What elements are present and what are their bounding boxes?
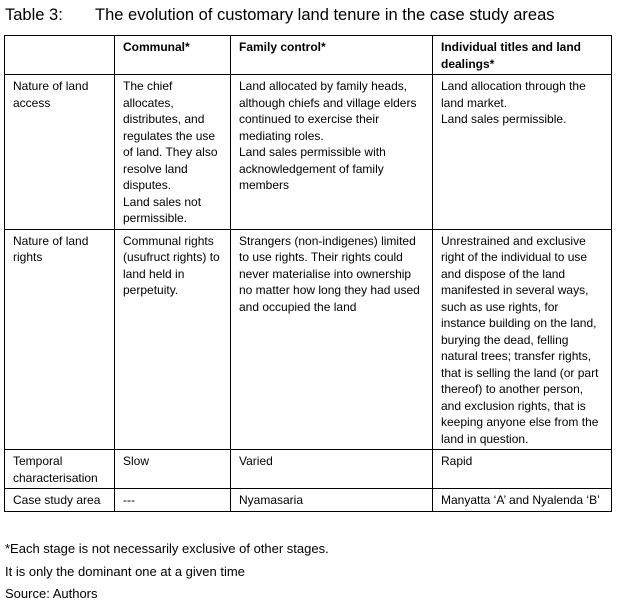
cell-text: Communal rights (usufruct rights) to land held in perpetuity. [123,233,220,297]
table-title: The evolution of customary land tenure in the case study areas [95,6,555,24]
footnote-dominant: It is only the dominant one at a given time [5,563,245,579]
row-label: Case study area [5,489,115,512]
table-cell: Slow [115,450,231,489]
cell-text: Land allocated by family heads, although chiefs and village elders continued to exercise their mediating roles. [239,79,417,143]
cell-text: Land sales permissible with acknowledgement of family members [239,145,386,192]
table-number: Table 3: [5,6,63,24]
footnote-source: Source: Authors [5,586,98,601]
table-cell [231,75,433,230]
cell-text: The chief allocates, distributes, and regulates the use of land. They also resolve land disputes. [123,79,218,192]
header-cell-individual-titles: Individual titles and land dealings* [433,36,612,75]
table-caption [5,6,555,25]
table-cell: Varied [231,450,433,489]
table-cell [433,229,612,450]
table-cell: Rapid [433,450,612,489]
cell-text: Strangers (non-indigenes) limited to use rights. Their rights could never materialise into ownership no matter how long they had used and occupied the land [239,233,420,314]
table-row [5,489,612,512]
header-cell-family-control: Family control* [231,36,433,75]
cell-text: Land sales not permissible. [123,194,202,225]
cell-text: Land allocation through the land market. [441,79,586,110]
table-cell [115,75,231,230]
table-cell: Nyamasaria [231,489,433,512]
header-cell-communal: Communal* [115,36,231,75]
table-row [5,450,612,489]
row-label: Temporal characterisation [5,450,115,489]
land-tenure-table [4,35,612,512]
table-cell [231,229,433,450]
header-cell-empty [5,36,115,75]
header-row [5,36,612,75]
footnote-exclusivity: *Each stage is not necessarily exclusive of other stages. [5,541,329,556]
cell-text: Unrestrained and exclusive right of the individual to use and dispose of the land manifested in several ways, such as use rights, for instance building on the land, burying the dead, felling natural trees; transfer rights, that is selling the land (or part thereof) to another person, and exclusion rights, that is keeping anyone else from the land in question. [441,233,599,446]
table-row [5,75,612,230]
footnotes [5,538,329,606]
table-cell [433,75,612,230]
table-cell: --- [115,489,231,512]
table-cell [115,229,231,450]
row-label: Nature of land access [5,75,115,230]
table-cell: Manyatta ‘A’ and Nyalenda ‘B’ [433,489,612,512]
table-row [5,229,612,450]
cell-text: Land sales permissible. [441,112,567,126]
row-label: Nature of land rights [5,229,115,450]
